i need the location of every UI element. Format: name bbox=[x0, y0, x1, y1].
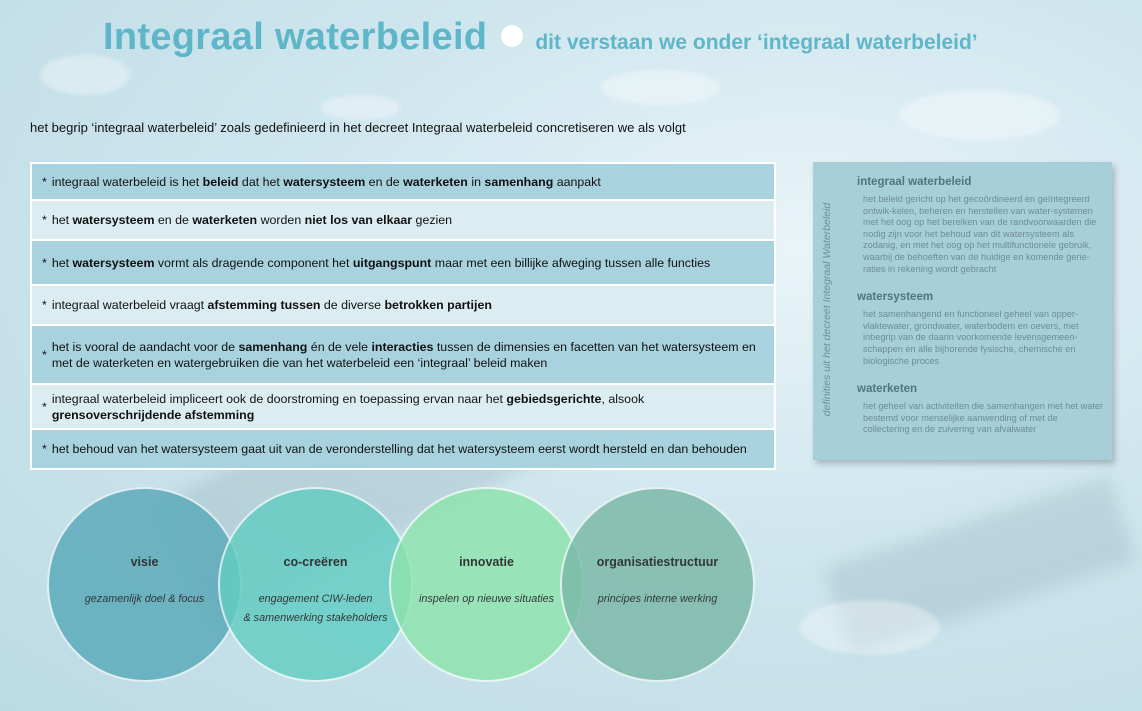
statement-row bbox=[32, 201, 774, 241]
statement-row bbox=[32, 241, 774, 286]
statement-emphasis: niet los van elkaar bbox=[304, 213, 413, 227]
asterisk-icon: * bbox=[42, 174, 47, 189]
circle-subtitle: inspelen op nieuwe situaties bbox=[418, 593, 555, 605]
statement-fragment: het behoud van het watersysteem gaat uit van de veronderstelling dat het watersysteem eerst wordt hersteld en dan behouden bbox=[51, 442, 747, 456]
circle-3 bbox=[389, 487, 584, 682]
circle-title: organisatiestructuur bbox=[596, 555, 719, 569]
statement-emphasis: samenhang bbox=[238, 339, 308, 354]
page-title: Integraal waterbeleid bbox=[103, 16, 488, 58]
statement-emphasis: watersysteem bbox=[72, 255, 155, 270]
statement-emphasis: interacties bbox=[371, 339, 434, 354]
statement-text bbox=[52, 441, 764, 457]
statement-row bbox=[32, 326, 774, 385]
statement-emphasis: waterketen bbox=[192, 213, 258, 227]
statement-fragment: , alsook bbox=[601, 391, 645, 406]
circle-2 bbox=[218, 487, 413, 682]
circle-subtitle: gezamenlijk doel & focus bbox=[84, 593, 205, 605]
bullet-dot-icon bbox=[501, 25, 523, 47]
statement-emphasis: afstemming tussen bbox=[207, 298, 321, 312]
statement-text bbox=[52, 339, 764, 371]
statement-fragment: integraal waterbeleid vraagt bbox=[51, 298, 208, 312]
definition-term: watersysteem bbox=[857, 291, 934, 304]
statement-fragment: de diverse bbox=[320, 298, 385, 312]
definitions-content bbox=[857, 176, 1105, 452]
asterisk-icon: * bbox=[42, 442, 47, 456]
statement-fragment: tussen de dimensies en facetten van het watersysteem en met de waterketen en watergebruiken die van het waterbeleid een ‘integraal’ beleid maken bbox=[51, 339, 756, 370]
statement-fragment: in bbox=[467, 174, 485, 189]
statement-row bbox=[32, 385, 774, 430]
statement-emphasis: waterketen bbox=[403, 174, 468, 189]
background-drop bbox=[320, 95, 400, 120]
intro-text: het begrip ‘integraal waterbeleid’ zoals gedefinieerd in het decreet Integraal waterbeleid concretiseren we als volgt bbox=[30, 120, 686, 135]
circle-subtitle: principes interne werking bbox=[597, 593, 718, 605]
header bbox=[103, 16, 978, 59]
statement-emphasis: gebiedsgerichte bbox=[506, 391, 602, 406]
statement-text bbox=[52, 255, 764, 271]
statement-text bbox=[52, 174, 764, 190]
statement-fragment: vormt als dragende component het bbox=[154, 255, 353, 270]
definition-text: het geheel van activiteiten die samenhangen met het water bestemd voor menselijke aanwending of met de collectering en de zuivering van afvalwater bbox=[863, 401, 1104, 435]
asterisk-icon: * bbox=[42, 213, 47, 227]
circle-4 bbox=[560, 487, 755, 682]
statement-emphasis: grensoverschrijdende afstemming bbox=[51, 407, 255, 422]
page-subtitle: dit verstaan we onder ‘integraal waterbeleid’ bbox=[535, 31, 978, 54]
statement-fragment: dat het bbox=[238, 174, 284, 189]
statement-fragment: gezien bbox=[412, 213, 453, 227]
statement-text bbox=[52, 391, 764, 423]
definition-text: het beleid gericht op het gecoördineerd en geïntegreerd ontwik-kelen, beheren en herstellen van water-systemen met het oog op het bereiken van de randvoorwaarden die nodig zijn voor het behoud van dit watersysteem als zodanig, en met het oog op het multifunctionele gebruik, waarbij de behoeften van de huidige en komende gene-raties in rekening wordt gebracht bbox=[863, 194, 1097, 274]
circle-title: innovatie bbox=[459, 555, 514, 569]
background-drop bbox=[900, 90, 1060, 140]
statement-fragment: en de bbox=[365, 174, 404, 189]
asterisk-icon: * bbox=[42, 298, 47, 312]
statement-emphasis: watersysteem bbox=[72, 213, 155, 227]
statement-emphasis: watersysteem bbox=[283, 174, 366, 189]
background-drop bbox=[800, 600, 940, 655]
statement-text bbox=[52, 297, 764, 313]
asterisk-icon: * bbox=[42, 399, 47, 414]
statement-fragment: integraal waterbeleid impliceert ook de doorstroming en toepassing ervan naar het bbox=[51, 391, 507, 406]
circle-1 bbox=[47, 487, 242, 682]
statement-fragment: én de vele bbox=[307, 339, 372, 354]
asterisk-icon: * bbox=[42, 255, 47, 270]
definition-text: het samenhangend en functioneel geheel van opper-vlaktewater, grondwater, waterbodem en oevers, met inbegrip van de daarin voorkomende levensgemeen-schappen en alle bijhorende fysische, chemische en biologische proces bbox=[863, 309, 1079, 366]
circle-title: co-creëren bbox=[283, 555, 348, 569]
statement-row bbox=[32, 286, 774, 326]
statement-fragment: worden bbox=[257, 213, 305, 227]
statement-row bbox=[32, 164, 774, 201]
statement-text bbox=[52, 212, 764, 228]
statement-fragment: het bbox=[51, 213, 73, 227]
statement-fragment: het bbox=[51, 255, 73, 270]
background-drop bbox=[600, 70, 720, 105]
definition-term: waterketen bbox=[857, 383, 918, 396]
statement-fragment: en de bbox=[154, 213, 193, 227]
asterisk-icon: * bbox=[42, 347, 47, 362]
definitions-box bbox=[813, 162, 1112, 460]
statement-fragment: aanpakt bbox=[553, 174, 601, 189]
circle-subtitle: engagement CIW-leden & samenwerking stakeholders bbox=[243, 593, 388, 624]
statement-fragment: integraal waterbeleid is het bbox=[51, 174, 203, 189]
statement-emphasis: betrokken partijen bbox=[384, 298, 492, 312]
statement-emphasis: samenhang bbox=[484, 174, 554, 189]
definitions-vertical-label: definities uit het decreet Integraal Waterbeleid bbox=[821, 202, 833, 417]
statement-emphasis: beleid bbox=[202, 174, 239, 189]
circle-title: visie bbox=[130, 555, 159, 569]
statement-fragment: maar met een billijke afweging tussen alle functies bbox=[431, 255, 711, 270]
statements-list bbox=[30, 162, 776, 470]
statement-emphasis: uitgangspunt bbox=[352, 255, 432, 270]
statement-row bbox=[32, 430, 774, 468]
definition-term: integraal waterbeleid bbox=[857, 176, 972, 188]
background-drop bbox=[40, 55, 130, 95]
statement-fragment: het is vooral de aandacht voor de bbox=[51, 339, 239, 354]
